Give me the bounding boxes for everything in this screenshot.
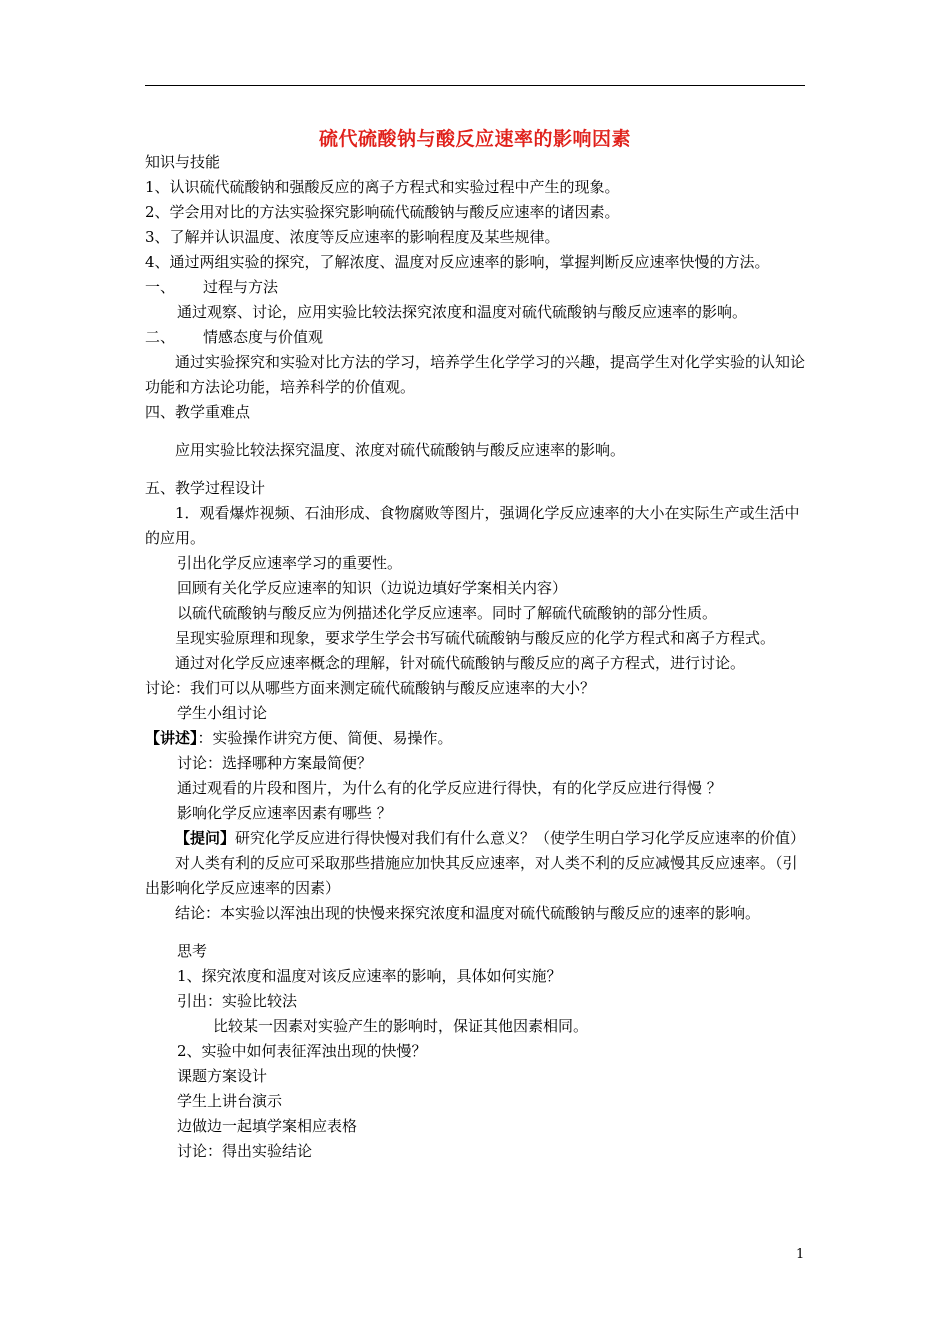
section-heading-key-points: 四、教学重难点 [145, 403, 251, 421]
page-number: 1 [796, 1247, 805, 1262]
paragraph: 思考 [177, 942, 208, 960]
paragraph [145, 726, 807, 751]
paragraph: 比较某一因素对实验产生的影响时，保证其他因素相同。 [213, 1017, 589, 1035]
document-title: 硫代硫酸钠与酸反应速率的影响因素 [318, 128, 631, 150]
paragraph: 1、探究浓度和温度对该反应速率的影响，具体如何实施？ [177, 967, 562, 985]
paragraph: 以硫代硫酸钠与酸反应为例描述化学反应速率。同时了解硫代硫酸钠的部分性质。 [177, 604, 718, 622]
paragraph: 通过实验探究和实验对比方法的学习，培养学生化学学习的兴趣，提高学生对化学实验的认知论功能和方法论功能，培养科学的价值观。 [145, 353, 806, 396]
paragraph: 讨论：我们可以从哪些方面来测定硫代硫酸钠与酸反应速率的大小？ [145, 679, 596, 697]
paragraph: 课题方案设计 [177, 1067, 268, 1085]
section-number: 一、 [145, 278, 176, 296]
paragraph: 通过观察、讨论，应用实验比较法探究浓度和温度对硫代硫酸钠与酸反应速率的影响。 [177, 303, 748, 321]
paragraph: 影响化学反应速率因素有哪些 ？ [177, 804, 392, 822]
section-heading-teaching-process: 五、教学过程设计 [145, 479, 266, 497]
section-number: 二、 [145, 328, 176, 346]
paragraph: 应用实验比较法探究温度、浓度对硫代硫酸钠与酸反应速率的影响。 [175, 441, 626, 459]
paragraph: 回顾有关化学反应速率的知识（边说边填好学案相关内容） [177, 579, 568, 597]
paragraph: 讨论：得出实验结论 [177, 1142, 313, 1160]
section-heading-process-method [145, 275, 807, 300]
question-text: 研究化学反应进行得快慢对我们有什么意义？（使学生明白学习化学反应速率的价值） [235, 829, 806, 847]
section-heading-knowledge: 知识与技能 [145, 153, 221, 171]
section-heading-attitude [145, 325, 807, 350]
paragraph: 结论：本实验以浑浊出现的快慢来探究浓度和温度对硫代硫酸钠与酸反应的速率的影响。 [175, 904, 761, 922]
section-label: 过程与方法 [203, 278, 279, 296]
paragraph: 呈现实验原理和现象，要求学生学会书写硫代硫酸钠与酸反应的化学方程式和离子方程式。 [175, 629, 776, 647]
paragraph: 边做边一起填学案相应表格 [177, 1117, 358, 1135]
paragraph: 通过观看的片段和图片，为什么有的化学反应进行得快，有的化学反应进行得慢 ？ [177, 779, 722, 797]
skill-item: 4、通过两组实验的探究，了解浓度、温度对反应速率的影响，掌握判断反应速率快慢的方法。 [145, 253, 770, 271]
paragraph: 学生小组讨论 [177, 704, 268, 722]
tag-question: 【提问】 [175, 829, 236, 847]
lecture-text: ：实验操作讲究方便、简便、易操作。 [197, 729, 453, 747]
skill-item: 1、认识硫代硫酸钠和强酸反应的离子方程式和实验过程中产生的现象。 [145, 178, 620, 196]
paragraph: 2、实验中如何表征浑浊出现的快慢？ [177, 1042, 427, 1060]
paragraph [145, 826, 807, 851]
paragraph: 对人类有利的反应可采取那些措施应加快其反应速率，对人类不利的反应减慢其反应速率。（引出影响化学反应速率的因素） [145, 854, 798, 897]
section-label: 情感态度与价值观 [203, 328, 324, 346]
paragraph: 1．观看爆炸视频、石油形成、食物腐败等图片，强调化学反应速率的大小在实际生产或生活中的应用。 [145, 504, 800, 547]
document-body [145, 150, 807, 1164]
paragraph: 学生上讲台演示 [177, 1092, 283, 1110]
paragraph: 讨论：选择哪种方案最简便？ [177, 754, 373, 772]
skill-item: 3、了解并认识温度、浓度等反应速率的影响程度及某些规律。 [145, 228, 560, 246]
header-rule [145, 85, 805, 86]
skill-item: 2、学会用对比的方法实验探究影响硫代硫酸钠与酸反应速率的诸因素。 [145, 203, 620, 221]
paragraph: 引出化学反应速率学习的重要性。 [177, 554, 403, 572]
tag-lecture: 【讲述】 [145, 729, 198, 747]
paragraph: 引出：实验比较法 [177, 992, 298, 1010]
paragraph: 通过对化学反应速率概念的理解，针对硫代硫酸钠与酸反应的离子方程式，进行讨论。 [175, 654, 746, 672]
